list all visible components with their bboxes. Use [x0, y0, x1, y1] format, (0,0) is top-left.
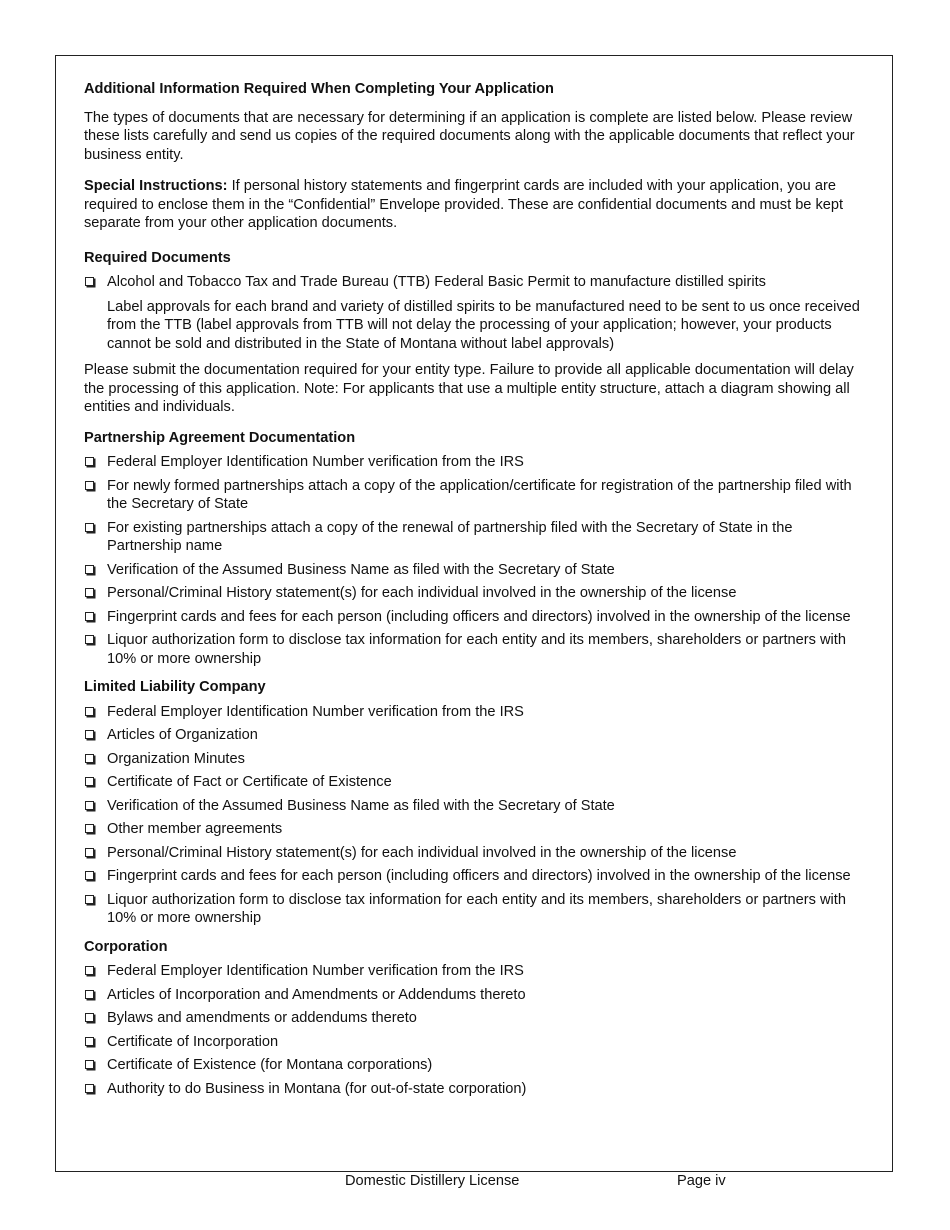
- llc-heading: Limited Liability Company: [84, 679, 266, 695]
- checkbox-icon[interactable]: [85, 966, 94, 975]
- checkbox-icon[interactable]: [85, 1060, 94, 1069]
- document-body: [84, 80, 870, 1098]
- page-footer: [0, 1173, 950, 1193]
- required-documents-list: [84, 273, 870, 292]
- list-item: Certificate of Fact or Certificate of Existence: [84, 773, 870, 792]
- checkbox-icon[interactable]: [85, 1013, 94, 1022]
- list-item: Fingerprint cards and fees for each person (including officers and directors) involved in the ownership of the license: [84, 608, 870, 627]
- checkbox-icon[interactable]: [85, 777, 94, 786]
- checkbox-icon[interactable]: [85, 612, 94, 621]
- checkbox-icon[interactable]: [85, 457, 94, 466]
- checkbox-icon[interactable]: [85, 1084, 94, 1093]
- list-item: Certificate of Incorporation: [84, 1033, 870, 1052]
- corporation-heading: Corporation: [84, 938, 168, 955]
- checkbox-icon[interactable]: [85, 588, 94, 597]
- list-item: Organization Minutes: [84, 750, 870, 769]
- special-instructions-label: Special Instructions:: [84, 178, 228, 194]
- label-approvals-note: Label approvals for each brand and variety of distilled spirits to be manufactured need to be sent to us once received from the TTB (label approvals from TTB will not delay the processing of your application; however, your products cannot be sold and distributed in the State of Montana without label approvals): [107, 298, 860, 352]
- intro-paragraph: The types of documents that are necessary for determining if an application is complete are listed below. Please review these lists carefully and send us copies of the required documents along with the applicable documents that reflect your business entity.: [84, 109, 855, 163]
- list-item: Certificate of Existence (for Montana corporations): [84, 1056, 870, 1075]
- checkbox-icon[interactable]: [85, 871, 94, 880]
- list-item: Authority to do Business in Montana (for out-of-state corporation): [84, 1080, 870, 1099]
- list-item: Personal/Criminal History statement(s) for each individual involved in the ownership of the license: [84, 844, 870, 863]
- list-item: Liquor authorization form to disclose tax information for each entity and its members, shareholders or partners with 10% or more ownership: [84, 631, 870, 668]
- llc-list: [84, 703, 870, 928]
- footer-document-title: Domestic Distillery License: [345, 1173, 520, 1189]
- submit-note: Please submit the documentation required for your entity type. Failure to provide all applicable documentation will delay the processing of this application. Note: For applicants that use a multiple entity structure, attach a diagram showing all entities and individuals.: [84, 362, 854, 415]
- partnership-list: [84, 453, 870, 668]
- list-item: Liquor authorization form to disclose tax information for each entity and its members, shareholders or partners with 10% or more ownership: [84, 891, 870, 928]
- checkbox-icon[interactable]: [85, 824, 94, 833]
- corporation-list: [84, 962, 870, 1098]
- page-title: Additional Information Required When Completing Your Application: [84, 81, 554, 97]
- checkbox-icon[interactable]: [85, 707, 94, 716]
- partnership-heading: Partnership Agreement Documentation: [84, 429, 356, 446]
- list-item: Articles of Incorporation and Amendments or Addendums thereto: [84, 986, 870, 1005]
- list-item: Federal Employer Identification Number verification from the IRS: [84, 453, 870, 472]
- list-item: For existing partnerships attach a copy of the renewal of partnership filed with the Secretary of State in the Partnership name: [84, 519, 870, 556]
- checkbox-icon[interactable]: [85, 754, 94, 763]
- footer-page-number: Page iv: [677, 1173, 726, 1189]
- checkbox-icon[interactable]: [85, 1037, 94, 1046]
- special-instructions: [84, 177, 870, 233]
- required-documents-heading: Required Documents: [84, 249, 231, 266]
- checkbox-icon[interactable]: [85, 635, 94, 644]
- checkbox-icon[interactable]: [85, 801, 94, 810]
- list-item: Other member agreements: [84, 820, 870, 839]
- list-item: Personal/Criminal History statement(s) for each individual involved in the ownership of the license: [84, 584, 870, 603]
- list-item: Federal Employer Identification Number verification from the IRS: [84, 703, 870, 722]
- checkbox-icon[interactable]: [85, 481, 94, 490]
- checkbox-icon[interactable]: [85, 277, 94, 286]
- list-item: For newly formed partnerships attach a copy of the application/certificate for registration of the partnership filed with the Secretary of State: [84, 477, 870, 514]
- checkbox-icon[interactable]: [85, 565, 94, 574]
- list-item: Alcohol and Tobacco Tax and Trade Bureau (TTB) Federal Basic Permit to manufacture distilled spirits: [84, 273, 870, 292]
- checkbox-icon[interactable]: [85, 990, 94, 999]
- list-item: Verification of the Assumed Business Name as filed with the Secretary of State: [84, 561, 870, 580]
- list-item: Articles of Organization: [84, 726, 870, 745]
- checkbox-icon[interactable]: [85, 730, 94, 739]
- list-item: Fingerprint cards and fees for each person (including officers and directors) involved in the ownership of the license: [84, 867, 870, 886]
- checkbox-icon[interactable]: [85, 895, 94, 904]
- checkbox-icon[interactable]: [85, 523, 94, 532]
- list-item: Verification of the Assumed Business Name as filed with the Secretary of State: [84, 797, 870, 816]
- checkbox-icon[interactable]: [85, 848, 94, 857]
- special-instructions-text: If personal history statements and fingerprint cards are included with your application, you are required to enclose them in the “Confidential” Envelope provided. These are confidential documents and must be kept separate from your other application documents.: [84, 178, 844, 231]
- list-item: Federal Employer Identification Number verification from the IRS: [84, 962, 870, 981]
- list-item: Bylaws and amendments or addendums thereto: [84, 1009, 870, 1028]
